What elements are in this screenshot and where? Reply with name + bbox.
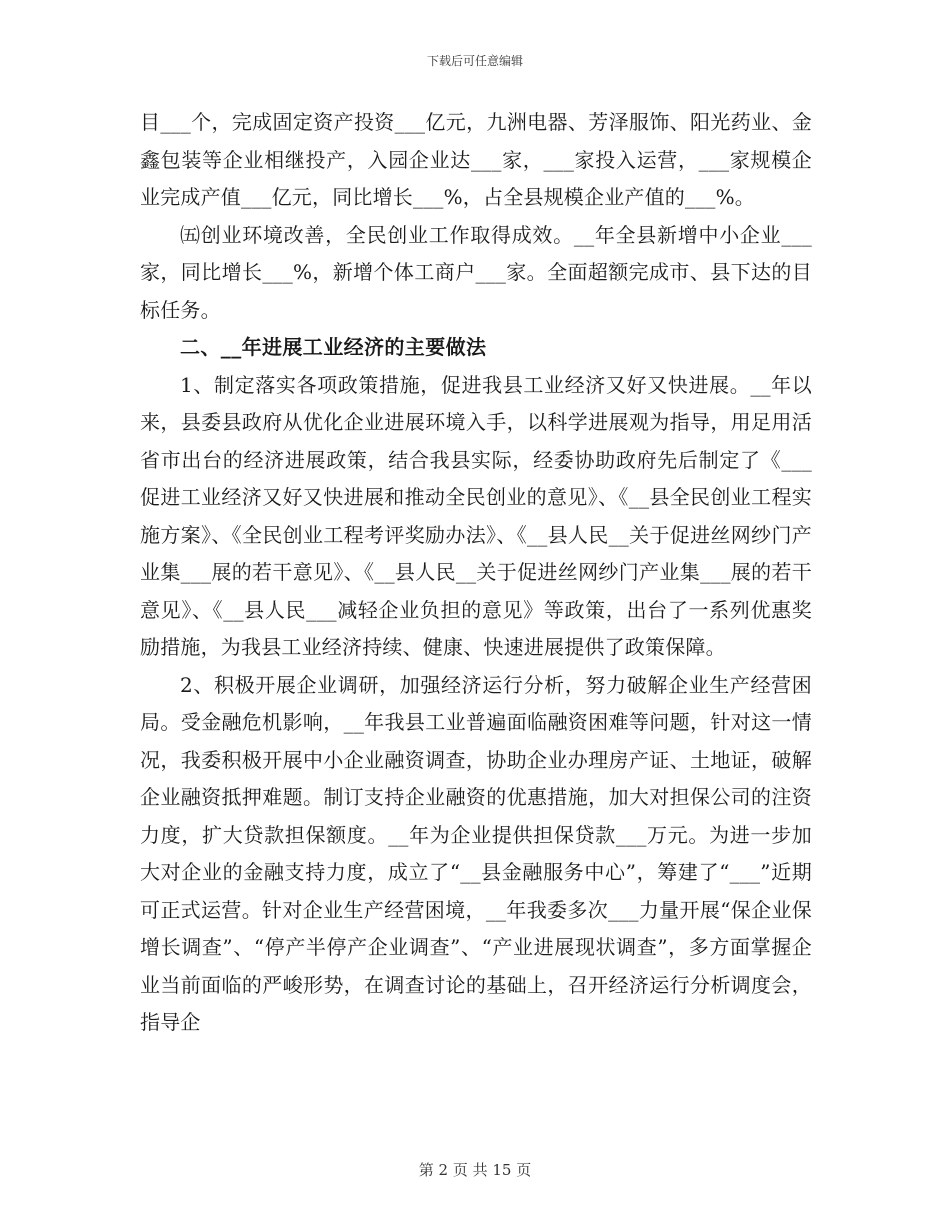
paragraph-investment: 目___个，完成固定资产投资___亿元，九洲电器、芳泽服饰、阳光药业、金鑫包装等企业相继投产，入园企业达___家，___家投入运营，___家规模企业完成产值___亿元，同比增长___%，占全县规模企业产值的___%。 — [140, 110, 812, 209]
paragraph-enterprise-research: 2、积极开展企业调研，加强经济运行分析，努力破解企业生产经营困局。受金融危机影响，__年我县工业普遍面临融资困难等问题，针对这一情况，我委积极开展中小企业融资调查，协助企业办理房产证、土地证，破解企业融资抵押难题。制订支持企业融资的优惠措施，加大对担保公司的注资力度，扩大贷款担保额度。__年为企业提供担保贷款___万元。为进一步加大对企业的金融支持力度，成立了“__县金融服务中心”，筹建了“___”近期可正式运营。针对企业生产经营困境，__年我委多次___力量开展“保企业保增长调查”、“停产半停产企业调查”、“产业进展现状调查”，多方面掌握企业当前面临的严峻形势，在调查讨论的基础上，召开经济运行分析调度会，指导企 — [140, 672, 812, 1034]
document-body — [140, 104, 812, 1042]
page-header-note: 下载后可任意编辑 — [426, 54, 523, 68]
paragraph-policy-measures: 1、制定落实各项政策措施，促进我县工业经济又好又快进展。__年以来，县委县政府从优化企业进展环境入手，以科学进展观为指导，用足用活省市出台的经济进展政策，结合我县实际，经委协助政府先后制定了《___促进工业经济又好又快进展和推动全民创业的意见》、《__县全民创业工程实施方案》、《全民创业工程考评奖励办法》、《__县人民__关于促进丝网纱门产业集___展的若干意见》、《__县人民__关于促进丝网纱门产业集___展的若干意见》、《__县人民___减轻企业负担的意见》等政策，出台了一系列优惠奖励措施，为我县工业经济持续、健康、快速进展提供了政策保障。 — [140, 372, 812, 659]
page-number-footer: 第 2 页 共 15 页 — [418, 1161, 532, 1179]
paragraph-entrepreneurship: ㈤创业环境改善，全民创业工作取得成效。__年全县新增中小企业___家，同比增长___%，新增个体工商户___家。全面超额完成市、县下达的目标任务。 — [140, 222, 812, 322]
section-heading: 二、__年进展工业经济的主要做法 — [180, 335, 487, 359]
